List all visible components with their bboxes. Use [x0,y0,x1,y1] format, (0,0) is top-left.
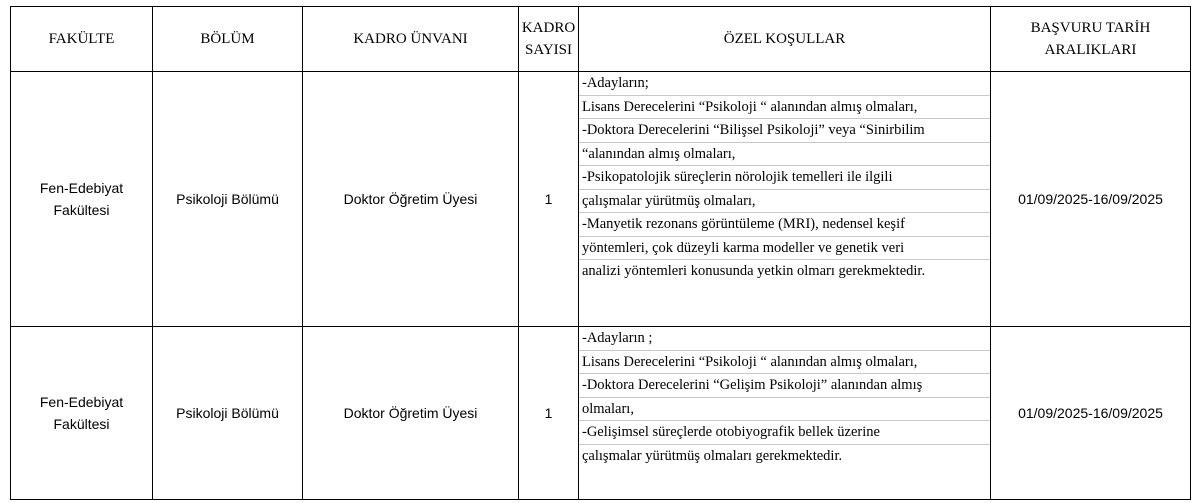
fakulte-line-2: Fakültesi [53,416,110,432]
cell-fakulte [11,72,153,327]
cell-kadro-unvani: Doktor Öğretim Üyesi [303,327,519,500]
header-bolum-label: BÖLÜM [200,31,255,47]
table-row [11,327,1191,500]
positions-table [10,6,1191,500]
cell-bolum: Psikoloji Bölümü [153,327,303,500]
condition-line: -Gelişimsel süreçlerde otobiyografik bellek üzerine [579,421,990,445]
condition-line: Lisans Derecelerini “Psikoloji “ alanından almış olmaları, [579,96,990,120]
condition-line: olmaları, [579,398,990,422]
cell-bolum: Psikoloji Bölümü [153,72,303,327]
header-basvuru-line-1: BAŞVURU TARİH [1030,20,1151,36]
condition-line: çalışmalar yürütmüş olmaları gerekmektedir. [582,447,843,464]
condition-line: -Manyetik rezonans görüntüleme (MRI), nedensel keşif [579,213,990,237]
header-ozel-kosullar-label: ÖZEL KOŞULLAR [723,31,846,47]
document-page [10,6,1191,500]
cell-basvuru-tarihi: 01/09/2025-16/09/2025 [991,72,1191,327]
cell-kadro-unvani: Doktor Öğretim Üyesi [303,72,519,327]
header-basvuru-tarih [991,7,1191,72]
condition-line: Lisans Derecelerini “Psikoloji “ alanından almış olmaları, [579,351,990,375]
cell-ozel-kosullar [579,327,991,500]
condition-line: çalışmalar yürütmüş olmaları, [579,190,990,214]
fakulte-line-1: Fen-Edebiyat [39,180,124,196]
header-fakulte [11,7,153,72]
cell-basvuru-tarihi: 01/09/2025-16/09/2025 [991,327,1191,500]
header-row [11,7,1191,72]
condition-line: -Adayların ; [579,327,990,351]
cell-ozel-kosullar [579,72,991,327]
condition-line: yöntemleri, çok düzeyli karma modeller ve genetik veri [579,237,990,261]
fakulte-line-2: Fakültesi [53,202,110,218]
condition-line: -Doktora Derecelerini “Bilişsel Psikoloji” veya “Sinirbilim [579,119,990,143]
cell-kadro-sayisi: 1 [519,327,579,500]
header-ozel-kosullar [579,7,991,72]
cell-fakulte [11,327,153,500]
condition-line: “alanından almış olmaları, [579,143,990,167]
fakulte-line-1: Fen-Edebiyat [39,394,124,410]
header-fakulte-label: FAKÜLTE [48,31,115,47]
header-kadro-sayisi-line-1: KADRO [521,20,576,36]
header-basvuru-line-2: ARALIKLARI [1044,42,1137,58]
condition-line: -Adayların; [579,72,990,96]
header-kadro-unvani [303,7,519,72]
condition-line: -Doktora Derecelerini “Gelişim Psikoloji” alanından almış [579,374,990,398]
cell-kadro-sayisi: 1 [519,72,579,327]
header-bolum [153,7,303,72]
header-kadro-sayisi [519,7,579,72]
condition-line: -Psikopatolojik süreçlerin nörolojik temelleri ile ilgili [579,166,990,190]
header-kadro-unvani-label: KADRO ÜNVANI [353,31,468,47]
table-row [11,72,1191,327]
condition-line: analizi yöntemleri konusunda yetkin olmarı gerekmektedir. [582,263,926,279]
header-kadro-sayisi-line-2: SAYISI [525,42,572,58]
